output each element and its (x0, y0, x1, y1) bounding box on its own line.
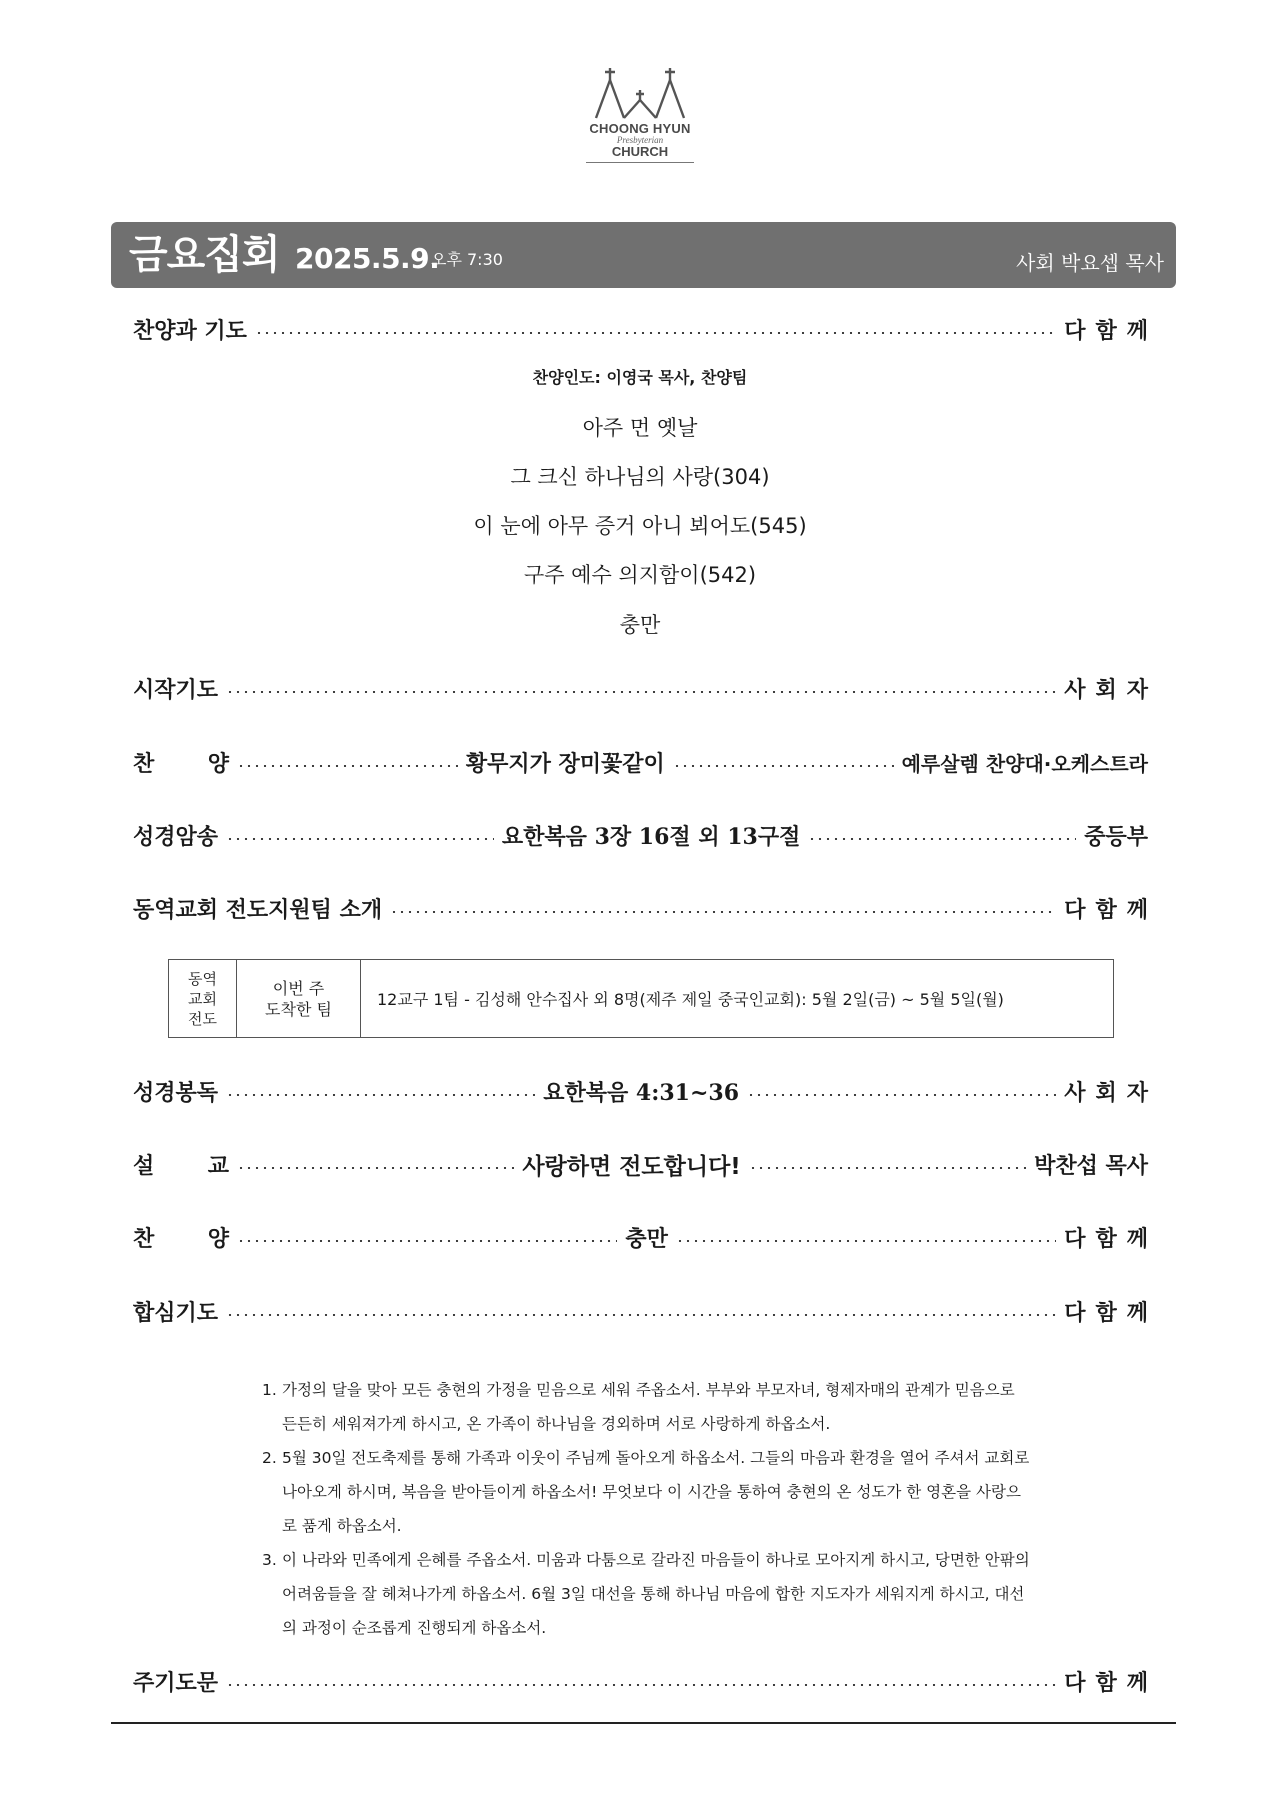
song-title: 아주 먼 옛날 (582, 416, 698, 440)
logo-underline (586, 162, 694, 163)
prayer-topic: 3. 이 나라와 민족에게 은혜를 주옵소서. 미움과 다툼으로 갈라진 마음들이 하나로 모아지게 하시고, 당면한 안팎의 어려움들을 잘 헤쳐나가게 하옵소서. 6월 3일 대선을 통해 하나님 마음에 합한 지도자가 세워지게 하시고, 대선의 과정이 순조롭게 진행되게 하옵소서. (262, 1551, 1030, 1637)
praise-leader: 찬양인도: 이영국 목사, 찬양팀 (532, 368, 748, 387)
program-row-scripture (133, 1074, 1159, 1108)
sermon-title: 사랑하면 전도합니다! (522, 1153, 741, 1180)
row-right: 중등부 (1084, 824, 1149, 850)
logo-name-line: CHOONG HYUN (589, 121, 691, 136)
program-row-lords-prayer (133, 1664, 1158, 1698)
mission-table-detail: 12교구 1팀 - 김성해 안수집사 외 8명(제주 제일 중국인교회): 5월 2일(금) ~ 5월 5일(월) (377, 990, 1004, 1009)
row-label: 동역교회 전도지원팀 소개 (133, 897, 383, 923)
dot-leader (749, 1167, 1026, 1169)
row-right: 사회자 (1064, 677, 1158, 703)
row-right: 사회자 (1064, 1080, 1159, 1106)
service-header (111, 222, 1176, 288)
row-label: 시작기도 (133, 677, 219, 703)
row-right: 다함께 (1064, 897, 1158, 923)
dot-leader (673, 765, 894, 767)
row-right: 박찬섭 목사 (1034, 1153, 1149, 1179)
dot-leader (226, 691, 1056, 693)
anthem-title: 황무지가 장미꽃같이 (465, 751, 665, 777)
song-title: 이 눈에 아무 증거 아니 뵈어도(545) (473, 514, 807, 538)
song-title: 구주 예수 의지함이(542) (523, 563, 757, 587)
mission-team-table (168, 959, 1114, 1038)
row-label: 주기도문 (133, 1670, 219, 1696)
mission-table-category: 동역 교회 전도 (169, 960, 237, 1037)
program-row-hymn (133, 1220, 1158, 1254)
row-label: 성경봉독 (133, 1080, 219, 1106)
row-right: 다함께 (1064, 318, 1158, 344)
bottom-divider (111, 1722, 1176, 1724)
row-label: 설 교 (133, 1153, 229, 1179)
dot-leader (237, 765, 458, 767)
program-row-recitation (133, 818, 1148, 852)
row-right: 예루살렘 찬양대·오케스트라 (901, 751, 1148, 776)
dot-leader (390, 911, 1056, 913)
row-label: 찬양과 기도 (133, 318, 247, 344)
hymn-title: 충만 (625, 1226, 668, 1252)
prayer-topic: 2. 5월 30일 전도축제를 통해 가족과 이웃이 주님께 돌아오게 하옵소서. 그들의 마음과 환경을 열어 주셔서 교회로 나아오게 하시며, 복음을 받아들이게 하옵소서! 무엇보다 이 시간을 통하여 충현의 온 성도가 한 영혼을 사랑으로 품게 하옵소서. (262, 1449, 1030, 1535)
program-row-sermon (133, 1147, 1148, 1181)
row-right: 다함께 (1064, 1300, 1158, 1326)
program-row-praise-prayer (133, 312, 1158, 346)
program-row-mission-intro (133, 891, 1158, 925)
row-label: 찬 양 (133, 751, 229, 777)
program-row-opening-prayer (133, 671, 1158, 705)
prayer-topic: 1. 가정의 달을 맞아 모든 충현의 가정을 믿음으로 세워 주옵소서. 부부와 부모자녀, 형제자매의 관계가 믿음으로 든든히 세워져가게 하시고, 온 가족이 하나님을 경외하며 서로 사랑하게 하옵소서. (262, 1381, 1015, 1433)
service-date: 2025.5.9. (295, 242, 440, 275)
song-title: 그 크신 하나님의 사랑(304) (510, 465, 770, 489)
row-label: 성경암송 (133, 824, 219, 850)
song-title: 충만 (619, 613, 661, 637)
service-time: 오후 7:30 (431, 250, 503, 269)
row-right: 다함께 (1064, 1670, 1158, 1696)
logo-church-word: CHURCH (611, 144, 669, 159)
dot-leader (237, 1167, 514, 1169)
dot-leader (226, 1314, 1056, 1316)
dot-leader (237, 1240, 617, 1242)
row-right: 다함께 (1064, 1226, 1158, 1252)
mission-table-header: 이번 주 도착한 팀 (237, 960, 361, 1037)
scripture-passage: 요한복음 4:31~36 (543, 1079, 740, 1106)
prayer-topics-list (262, 1373, 1032, 1645)
church-steeple-icon (590, 66, 690, 120)
service-host: 사회 박요셉 목사 (1016, 251, 1164, 275)
dot-leader (226, 1094, 535, 1096)
dot-leader (255, 332, 1056, 334)
row-label: 찬 양 (133, 1226, 229, 1252)
dot-leader (676, 1240, 1056, 1242)
logo-denomination: Presbyterian (616, 135, 664, 145)
dot-leader (747, 1094, 1056, 1096)
program-row-anthem (133, 745, 1148, 779)
church-logo (580, 66, 700, 178)
recitation-passage: 요한복음 3장 16절 외 13구절 (501, 823, 801, 850)
dot-leader (226, 838, 494, 840)
service-title: 금요집회 (129, 232, 280, 278)
dot-leader (226, 1684, 1056, 1686)
program-row-united-prayer (133, 1294, 1158, 1328)
row-label: 합심기도 (133, 1300, 219, 1326)
dot-leader (808, 838, 1076, 840)
